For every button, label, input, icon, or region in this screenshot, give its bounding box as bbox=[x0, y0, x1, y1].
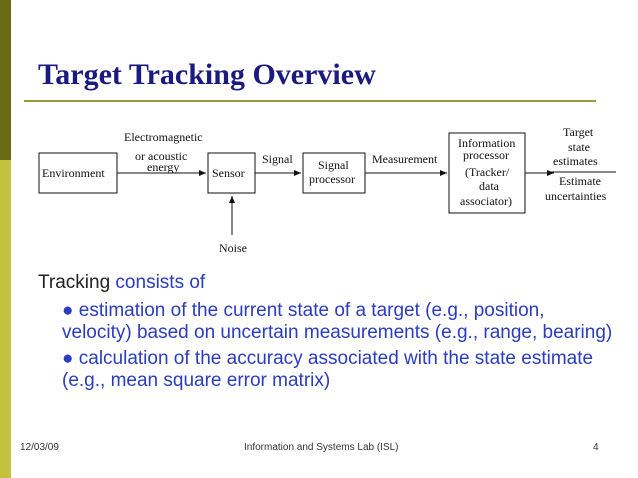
slide-title: Target Tracking Overview bbox=[38, 58, 376, 91]
target-estimates-line-2: state bbox=[568, 140, 590, 154]
info-processor-line-5: associator) bbox=[460, 194, 512, 208]
signal-processor-line-1: Signal bbox=[318, 158, 349, 172]
footer-date: 12/03/09 bbox=[20, 442, 59, 453]
signal-processor-line-2: processor bbox=[309, 172, 355, 186]
measurement-label: Measurement bbox=[372, 152, 438, 166]
slide-body bbox=[38, 272, 618, 392]
sensor-label: Sensor bbox=[212, 166, 245, 180]
sidebar-accent-dark bbox=[0, 0, 11, 160]
environment-label: Environment bbox=[42, 166, 105, 180]
lead-term: Tracking bbox=[38, 272, 111, 293]
info-processor-line-3: (Tracker/ bbox=[465, 165, 510, 179]
sidebar-accent-light bbox=[0, 160, 11, 478]
bullet-item-2: ● calculation of the accuracy associated with the state estimate (e.g., mean square error matrix) bbox=[62, 348, 594, 391]
lead-line bbox=[38, 272, 618, 294]
signal-label: Signal bbox=[262, 152, 293, 166]
title-divider bbox=[24, 100, 596, 102]
em-label-line-2: or acoustic bbox=[135, 149, 188, 163]
lead-rest: consists of bbox=[110, 272, 206, 293]
page-number: 4 bbox=[593, 442, 599, 453]
info-processor-line-4: data bbox=[479, 179, 499, 193]
estimate-uncertainties-line-1: Estimate bbox=[559, 174, 601, 188]
info-processor-line-1: Information bbox=[458, 136, 516, 150]
em-label-line-1: Electromagnetic bbox=[124, 130, 203, 144]
noise-label: Noise bbox=[219, 241, 247, 255]
target-estimates-line-3: estimates bbox=[553, 154, 598, 168]
estimate-uncertainties-line-2: uncertainties bbox=[545, 189, 607, 203]
em-label-line-3: energy bbox=[147, 160, 180, 174]
tracking-block-diagram bbox=[30, 118, 630, 263]
target-estimates-line-1: Target bbox=[563, 125, 594, 139]
bullet-item-1: ● estimation of the current state of a target (e.g., position, velocity) based on uncertain measurements (e.g., range, bearing) bbox=[62, 300, 613, 343]
info-processor-line-2: processor bbox=[463, 148, 509, 162]
footer-lab-name: Information and Systems Lab (ISL) bbox=[244, 442, 399, 453]
